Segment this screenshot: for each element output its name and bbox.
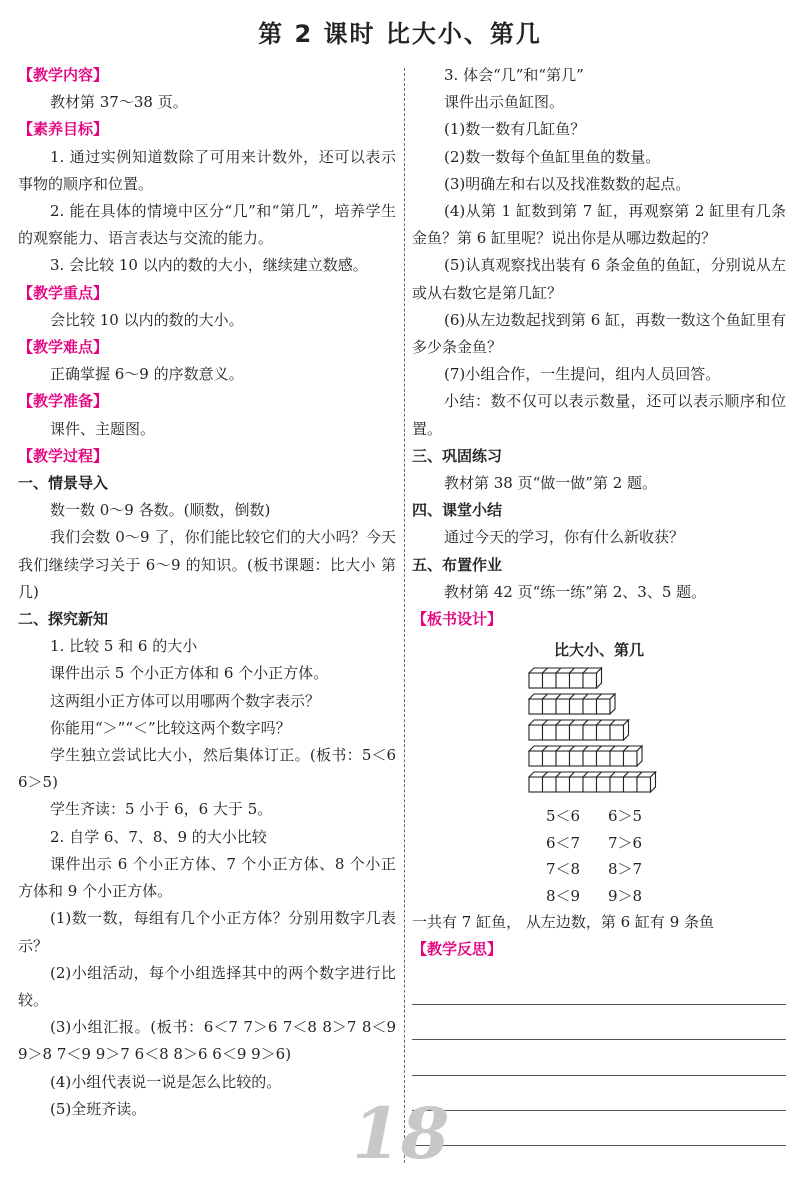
paragraph: (3)小组汇报。(板书：6＜7 7＞6 7＜8 8＞7 8＜9 9＞8 7＜9 9＞7 6＜8 8＞6 6＜9 9＞6) [18, 1018, 396, 1064]
section-heading: 【素养目标】 [18, 120, 109, 139]
paragraph: 教材第 37～38 页。 [50, 93, 188, 112]
writing-line[interactable] [412, 969, 786, 1004]
cube [597, 694, 616, 714]
paragraph: (5)认真观察找出装有 6 条金鱼的鱼缸，分别说从左或从右数它是第几缸？ [412, 256, 786, 302]
page-title: 第 2 课时 比大小、第几 [258, 20, 542, 48]
paragraph: (1)数一数有几缸鱼？ [444, 120, 586, 139]
paragraph: 小结：数不仅可以表示数量，还可以表示顺序和位置。 [412, 392, 786, 438]
board-summary: 一共有 7 缸鱼， 从左边数，第 6 缸有 9 条鱼 [412, 913, 715, 932]
step-heading: 三、巩固练习 [412, 446, 503, 465]
cube [610, 720, 629, 740]
column-divider [404, 68, 405, 1163]
comparison-item: 8＞7 [608, 860, 643, 879]
paragraph: 学生齐读：5 小于 6，6 大于 5。 [50, 800, 273, 819]
cube-row [528, 719, 786, 745]
paragraph: (7)小组合作，一生提问，组内人员回答。 [444, 365, 721, 384]
section-heading: 【教学内容】 [18, 66, 109, 84]
paragraph: (2)小组活动，每个小组选择其中的两个数字进行比较。 [18, 963, 396, 1009]
paragraph: 3. 会比较 10 以内的数的大小，继续建立数感。 [50, 256, 368, 275]
paragraph: 教材第 42 页“练一练”第 2、3、5 题。 [444, 582, 707, 601]
paragraph: 1. 通过实例知道数除了可用来计数外，还可以表示事物的顺序和位置。 [18, 147, 396, 193]
section-heading: 【教学准备】 [18, 392, 109, 411]
paragraph: 课件出示 5 个小正方体和 6 个小正方体。 [50, 664, 329, 683]
cube [637, 772, 656, 792]
section-heading: 【教学重点】 [18, 283, 109, 302]
cube-rows [528, 667, 786, 797]
section-heading: 【教学难点】 [18, 338, 109, 357]
paragraph: (1)数一数，每组有几个小正方体？分别用数字几表示？ [18, 909, 396, 955]
paragraph: 这两组小正方体可以用哪两个数字表示？ [50, 691, 321, 710]
comparison-item: 7＞6 [608, 833, 643, 852]
step-heading: 五、布置作业 [412, 555, 503, 574]
paragraph: (3)明确左和右以及找准数数的起点。 [444, 174, 691, 193]
step-heading: 四、课堂小结 [412, 501, 503, 520]
paragraph: (4)从第 1 缸数到第 7 缸，再观察第 2 缸里有几条金鱼？第 6 缸里呢？说出你是从哪边数起的？ [412, 202, 786, 248]
paragraph: (6)从左边数起找到第 6 缸，再数一数这个鱼缸里有多少条金鱼？ [412, 310, 786, 357]
paragraph: 课件出示 6 个小正方体、7 个小正方体、8 个小正方体和 9 个小正方体。 [18, 854, 396, 901]
comparison-row [546, 830, 786, 857]
right-column [412, 62, 786, 1146]
paragraph: 2. 自学 6、7、8、9 的大小比较 [50, 827, 267, 846]
left-column [18, 62, 396, 1123]
cube [583, 668, 602, 688]
paragraph: 通过今天的学习，你有什么新收获？ [444, 528, 685, 547]
paragraph: 课件出示鱼缸图。 [444, 93, 565, 112]
cube-row [528, 771, 786, 797]
reflection-heading: 【教学反思】 [412, 940, 503, 959]
step-heading: 一、情景导入 [18, 474, 109, 493]
comparison-item: 7＜8 [546, 860, 581, 879]
cube [624, 746, 643, 766]
comparison-item: 6＞5 [608, 807, 643, 826]
reflection-lines [412, 969, 786, 1146]
paragraph: 你能用“＞”“＜”比较这两个数字吗？ [50, 718, 291, 737]
paragraph: (5)全班齐读。 [50, 1099, 147, 1118]
cube-row [528, 667, 786, 693]
page-number: 18 [352, 1092, 450, 1175]
paragraph: 课件、主题图。 [50, 419, 156, 438]
paragraph: 2. 能在具体的情境中区分“几”和“第几”，培养学生的观察能力、语言表达与交流的能力。 [18, 202, 396, 248]
cube-row [528, 745, 786, 771]
comparison-row [546, 803, 786, 830]
paragraph: 正确掌握 6～9 的序数意义。 [50, 365, 244, 384]
paragraph: 3. 体会“几”和“第几” [444, 66, 584, 84]
comparison-item: 8＜9 [546, 886, 581, 905]
paragraph: 1. 比较 5 和 6 的大小 [50, 637, 198, 656]
comparison-row [546, 883, 786, 910]
comparison-grid [546, 803, 786, 909]
comparison-item: 6＜7 [546, 833, 581, 852]
comparison-row [546, 856, 786, 883]
section-heading: 【教学过程】 [18, 446, 109, 465]
comparison-item: 5＜6 [546, 807, 581, 826]
board-design-title: 比大小、第几 [553, 641, 644, 660]
writing-line[interactable] [412, 1040, 786, 1075]
paragraph: (4)小组代表说一说是怎么比较的。 [50, 1072, 282, 1091]
cube-row [528, 693, 786, 719]
writing-line[interactable] [412, 1111, 786, 1146]
writing-line[interactable] [412, 1076, 786, 1111]
writing-line[interactable] [412, 1005, 786, 1040]
paragraph: 数一数 0～9 各数。(顺数，倒数) [50, 501, 271, 520]
paragraph: 会比较 10 以内的数的大小。 [50, 310, 244, 329]
paragraph: (2)数一数每个鱼缸里鱼的数量。 [444, 147, 661, 166]
paragraph: 我们会数 0～9 了，你们能比较它们的大小吗？今天我们继续学习关于 6～9 的知识。(板书课题：比大小 第几) [18, 528, 396, 601]
comparison-item: 9＞8 [608, 886, 643, 905]
paragraph: 教材第 38 页“做一做”第 2 题。 [444, 474, 658, 493]
paragraph: 学生独立尝试比大小，然后集体订正。(板书：5＜6 6＞5) [18, 746, 396, 792]
step-heading: 二、探究新知 [18, 610, 109, 629]
section-heading: 【板书设计】 [412, 610, 503, 629]
